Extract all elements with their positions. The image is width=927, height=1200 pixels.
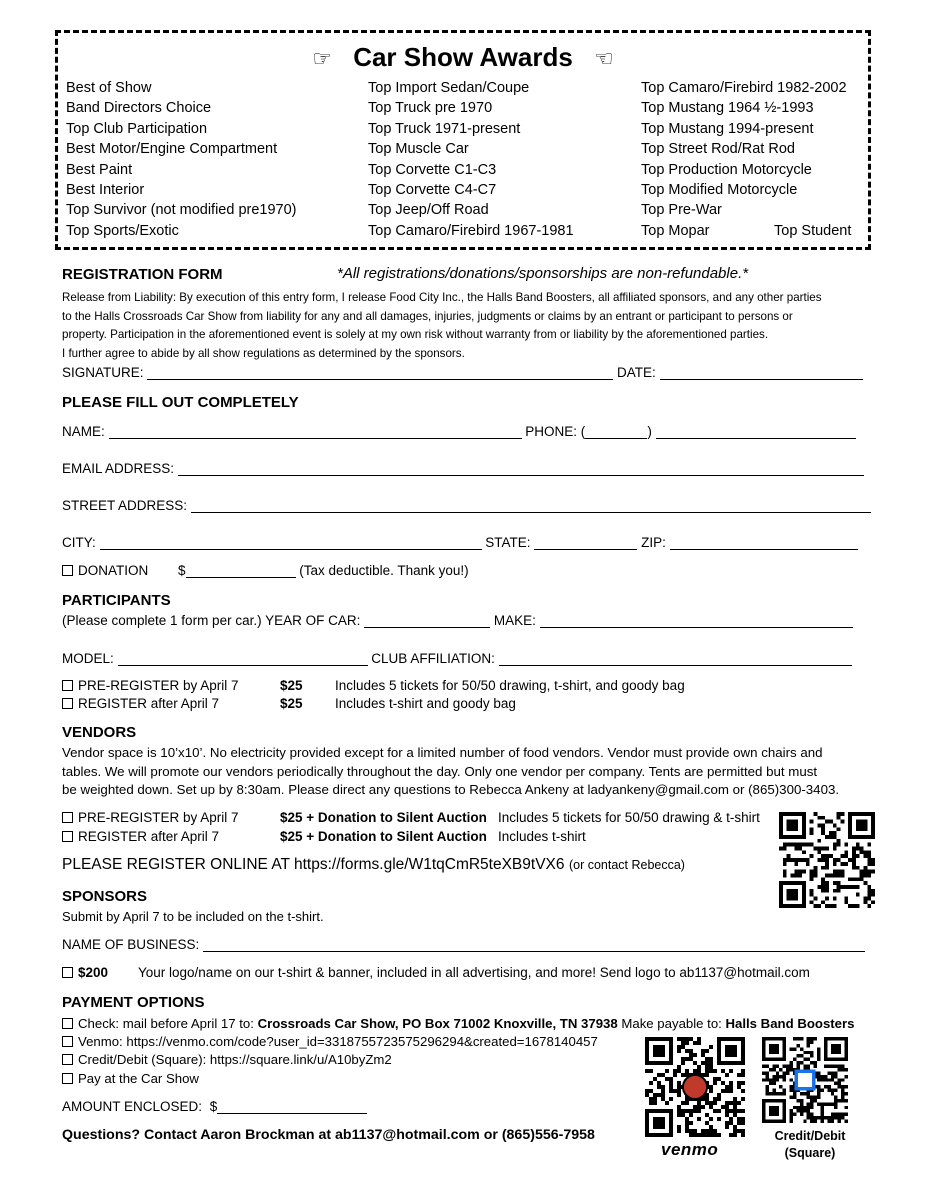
zip-label: ZIP: [641,535,666,550]
make-label: MAKE: [493,613,536,628]
register-checkbox[interactable] [62,698,73,709]
online-register-link[interactable]: PLEASE REGISTER ONLINE AT https://forms.gle/W1tqCmR5teXB9tVX6 [62,856,565,873]
donation-amount-field[interactable] [186,563,296,578]
award-item: Best Paint [66,161,133,178]
option-desc: Includes t-shirt and goody bag [335,696,516,711]
name-row [62,424,856,439]
check-payable: Make payable to: [621,1016,722,1031]
awards-title-row [55,40,871,76]
club-field[interactable] [499,651,852,666]
vendors-line: tables. We will promote our vendors periodically throughout the day. Only one vendor per company. Tents are permitted but must [62,763,818,779]
fill-heading: PLEASE FILL OUT COMPLETELY [62,394,299,411]
street-field[interactable] [191,498,871,513]
atshow-label: Pay at the Car Show [78,1071,199,1086]
business-row [62,937,865,952]
year-label: (Please complete 1 form per car.) YEAR OF CAR: [62,613,361,628]
award-item: Top Camaro/Firebird 1967-1981 [368,222,574,239]
award-item: Top Truck pre 1970 [368,100,493,117]
release-line: I further agree to abide by all show regulations as determined by the sponsors. [62,346,465,360]
state-label: STATE: [485,535,531,550]
option-price: $25 + Donation to Silent Auction [280,810,487,825]
online-register-row [62,856,685,874]
phone-field[interactable] [656,424,856,439]
option-price: $25 [280,696,303,711]
check-checkbox[interactable] [62,1018,73,1029]
donation-checkbox[interactable] [62,565,73,576]
award-item: Top Sports/Exotic [66,222,179,239]
amount-label: AMOUNT ENCLOSED: [62,1099,203,1114]
model-row [62,651,852,666]
award-item: Top Mustang 1964 ½-1993 [641,100,814,117]
name-label: NAME: [62,424,105,439]
signature-label: SIGNATURE: [62,365,144,380]
release-line: to the Halls Crossroads Car Show from liability for any and all damages, injuries, judgments or claims by an entrant or participant to persons or [62,309,793,323]
sponsor-option-row [62,965,108,980]
name-field[interactable] [109,424,522,439]
awards-column-3 [641,78,847,241]
amount-field[interactable] [217,1099,367,1114]
option-label: PRE-REGISTER by April 7 [78,678,239,693]
vendors-line: Vendor space is 10’x10’. No electricity provided except for a limited number of food vendors. Vendor must provide own chairs and [62,745,823,760]
check-payee: Halls Band Boosters [725,1016,855,1031]
award-item: Top Mustang 1994-present [641,120,814,137]
option-price: $25 + Donation to Silent Auction [280,829,487,844]
vendor-preregister-checkbox[interactable] [62,812,73,823]
square-caption-line: (Square) [784,1146,836,1160]
city-field[interactable] [100,535,482,550]
email-label: EMAIL ADDRESS: [62,461,175,476]
street-row [62,498,871,513]
option-desc: Includes 5 tickets for 50/50 drawing, t-shirt, and goody bag [335,678,685,693]
awards-column-2 [368,78,574,241]
phone-label: PHONE: ( [525,424,586,439]
award-item: Best Interior [66,182,145,199]
donation-dollar: $ [178,563,186,578]
awards-column-1 [66,78,297,241]
zip-field[interactable] [670,535,858,550]
model-label: MODEL: [62,651,114,666]
club-label: CLUB AFFILIATION: [371,651,495,666]
venmo-checkbox[interactable] [62,1036,73,1047]
option-label: PRE-REGISTER by April 7 [78,810,239,825]
square-link[interactable]: Credit/Debit (Square): https://square.link/u/A10byZm2 [78,1052,392,1067]
year-field[interactable] [364,613,490,628]
online-register-note: (or contact Rebecca) [568,858,685,872]
city-label: CITY: [62,535,96,550]
award-item: Top Camaro/Firebird 1982-2002 [641,80,847,96]
option-price: $25 [280,678,303,693]
vendor-option-row [62,810,239,825]
award-item: Top Club Participation [66,120,208,137]
option-desc: Includes t-shirt [498,829,586,844]
refund-notice: *All registrations/donations/sponsorships are non-refundable.* [337,265,749,282]
sponsor-price: $200 [78,965,109,980]
square-logo-icon [796,1071,813,1088]
atshow-checkbox[interactable] [62,1073,73,1084]
email-row [62,461,864,476]
sponsors-heading: SPONSORS [62,888,148,905]
city-row [62,535,858,550]
pointing-hand-left-icon: ☜ [594,46,614,71]
award-item: Best Motor/Engine Compartment [66,141,278,158]
vendors-heading: VENDORS [62,724,137,741]
check-prefix: Check: mail before April 17 to: [78,1016,254,1031]
venmo-qr-graphic [645,1037,745,1137]
award-item: Top Corvette C1-C3 [368,161,497,178]
award-item: Top Jeep/Off Road [368,202,489,219]
make-field[interactable] [540,613,853,628]
award-item: Top Modified Motorcycle [641,182,798,199]
registration-qr-code[interactable] [777,812,877,908]
payment-heading: PAYMENT OPTIONS [62,994,205,1011]
venmo-caption: venmo [661,1140,719,1159]
venmo-qr-center-logo [683,1075,707,1099]
vendor-option-row [62,829,219,844]
square-qr-graphic [762,1037,848,1123]
donation-label: DONATION [78,563,149,578]
registration-heading: REGISTRATION FORM [62,266,223,283]
sponsor-checkbox[interactable] [62,967,73,978]
donation-row [62,563,469,578]
amount-row [62,1099,367,1114]
sponsor-desc: Your logo/name on our t-shirt & banner, included in all advertising, and more! Send logo to ab1137@hotmail.com [138,965,810,980]
vendor-register-checkbox[interactable] [62,831,73,842]
award-item: Top Truck 1971-present [368,120,521,137]
square-qr-code[interactable] [762,1037,848,1123]
awards-title: Car Show Awards [353,42,573,72]
award-item: Top Street Rod/Rat Rod [641,141,795,158]
amount-dollar: $ [209,1099,218,1114]
release-line: Release from Liability: By execution of this entry form, I release Food City Inc., the Halls Band Boosters, all affiliated sponsors, and any other parties [62,291,822,304]
venmo-link[interactable]: Venmo: https://venmo.com/code?user_id=3318755723575296294&created=1678140457 [78,1034,598,1049]
square-caption-line: Credit/Debit [774,1129,846,1143]
pointing-hand-right-icon: ☞ [312,46,332,71]
email-field[interactable] [178,461,864,476]
vendors-line: be weighted down. Set up by 8:30am. Please direct any questions to Rebecca Ankeny at ladyankeny@gmail.com or (865)300-3403. [62,782,840,797]
release-line: property. Participation in the aforementioned event is solely at my own risk without warranty from or liability by the aforementioned parties. [62,328,769,341]
award-item: Top Import Sedan/Coupe [368,80,530,96]
car-row [62,613,853,628]
award-item: Top Muscle Car [368,141,469,158]
award-item: Top Mopar [641,222,710,239]
check-address: Crossroads Car Show, PO Box 71002 Knoxville, TN 37938 [257,1016,618,1031]
business-label: NAME OF BUSINESS: [62,937,200,952]
donation-note: (Tax deductible. Thank you!) [299,563,469,578]
vendors-text [62,744,839,800]
award-item: Best of Show [66,80,152,96]
award-item: Top Pre-War [641,202,722,219]
venmo-qr-code[interactable] [645,1037,745,1137]
street-label: STREET ADDRESS: [62,498,188,513]
participant-option-row [62,678,239,693]
award-item: Band Directors Choice [66,100,212,117]
award-item: Top Production Motorcycle [641,161,812,178]
preregister-checkbox[interactable] [62,680,73,691]
state-field[interactable] [534,535,637,550]
square-caption [770,1128,850,1162]
option-label: REGISTER after April 7 [78,829,220,844]
signature-row [62,365,863,380]
release-text [62,289,822,363]
model-field[interactable] [118,651,368,666]
payment-atshow-row [62,1071,199,1086]
payment-square-row [62,1052,392,1067]
date-label: DATE: [617,365,656,380]
option-label: REGISTER after April 7 [78,696,220,711]
contact-line: Questions? Contact Aaron Brockman at ab1137@hotmail.com or (865)556-7958 [62,1127,595,1143]
signature-field[interactable] [147,365,613,380]
phone-close-paren: ) [647,424,652,439]
business-field[interactable] [203,937,865,952]
sponsors-note: Submit by April 7 to be included on the t-shirt. [62,909,324,924]
award-item: Top Survivor (not modified pre1970) [66,202,297,219]
date-field[interactable] [660,365,863,380]
payment-check-row [62,1016,854,1031]
option-desc: Includes 5 tickets for 50/50 drawing & t-shirt [498,810,760,825]
award-item-top-student: Top Student [774,223,852,239]
payment-venmo-row [62,1034,598,1049]
participant-option-row [62,696,219,711]
participants-heading: PARTICIPANTS [62,592,171,609]
registration-qr-graphic [777,812,877,908]
phone-area-code-field[interactable] [585,424,647,439]
square-checkbox[interactable] [62,1054,73,1065]
award-item: Top Corvette C4-C7 [368,182,497,199]
